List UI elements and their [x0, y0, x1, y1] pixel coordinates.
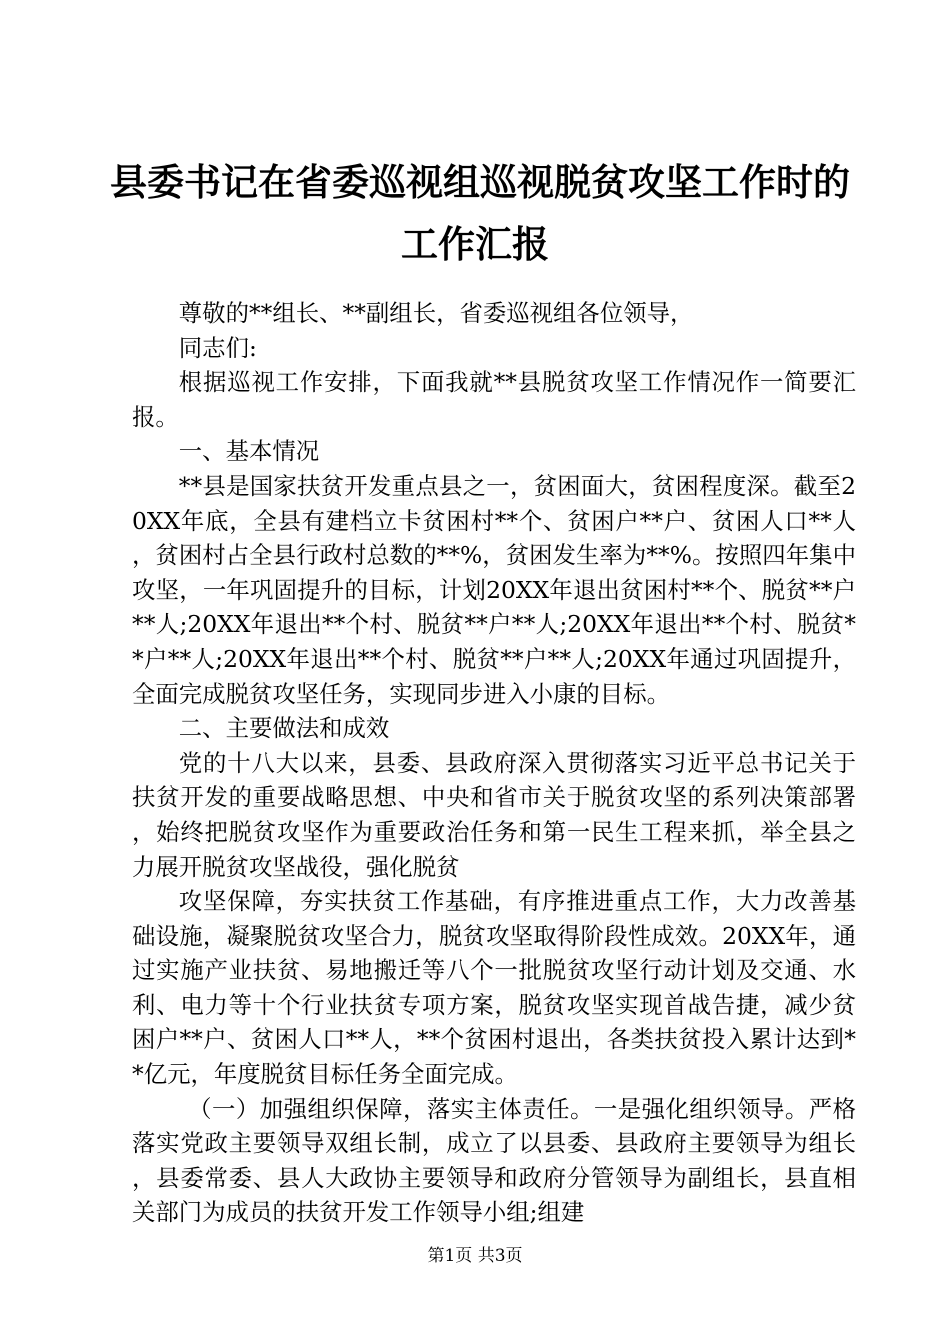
document-title-line-1: 县委书记在省委巡视组巡视脱贫攻坚工作时的 — [110, 160, 850, 204]
basic-situation-paragraph: **县是国家扶贫开发重点县之一，贫困面大，贫困程度深。截至20XX年底，全县有建档立卡贫困村**个、贫困户**户、贫困人口**人，贫困村占全县行政村总数的**%，贫困发生率为**%。按照四年集中攻坚，一年巩固提升的目标，计划20XX年退出贫困村**个、脱贫**户**人;20XX年退出**个村、脱贫**户**人;20XX年退出**个村、脱贫**户**人;20XX年退出**个村、脱贫**户**人;20XX年通过巩固提升，全面完成脱贫攻坚任务，实现同步进入小康的目标。 — [132, 471, 856, 708]
document-body — [132, 296, 856, 1230]
subsection-paragraph-1: （一）加强组织保障，落实主体责任。一是强化组织领导。严格落实党政主要领导双组长制，成立了以县委、县政府主要领导为组长，县委常委、县人大政协主要领导和政府分管领导为副组长，县直相关部门为成员的扶贫开发工作领导小组;组建 — [132, 1094, 856, 1227]
section-heading-basic: 一、基本情况 — [178, 437, 320, 466]
measures-paragraph-1: 党的十八大以来，县委、县政府深入贯彻落实习近平总书记关于扶贫开发的重要战略思想、中央和省市关于脱贫攻坚的系列决策部署，始终把脱贫攻坚作为重要政治任务和第一民生工程来抓，举全县之力展开脱贫攻坚战役，强化脱贫 — [132, 748, 856, 881]
page-footer: 第1页 共3页 — [427, 1246, 523, 1266]
document-title-line-2: 工作汇报 — [401, 222, 549, 266]
section-heading-measures: 二、主要做法和成效 — [178, 714, 390, 743]
salutation: 尊敬的**组长、**副组长，省委巡视组各位领导， — [178, 299, 694, 327]
salutation-comrades: 同志们: — [178, 333, 257, 362]
measures-paragraph-2: 攻坚保障，夯实扶贫工作基础，有序推进重点工作，大力改善基础设施，凝聚脱贫攻坚合力，脱贫攻坚取得阶段性成效。20XX年，通过实施产业扶贫、易地搬迁等八个一批脱贫攻坚行动计划及交通、水利、电力等十个行业扶贫专项方案，脱贫攻坚实现首战告捷，减少贫困户**户、贫困人口**人，**个贫困村退出，各类扶贫投入累计达到**亿元，年度脱贫目标任务全面完成。 — [132, 887, 856, 1089]
intro-paragraph: 根据巡视工作安排，下面我就**县脱贫攻坚工作情况作一简要汇报。 — [132, 368, 856, 431]
